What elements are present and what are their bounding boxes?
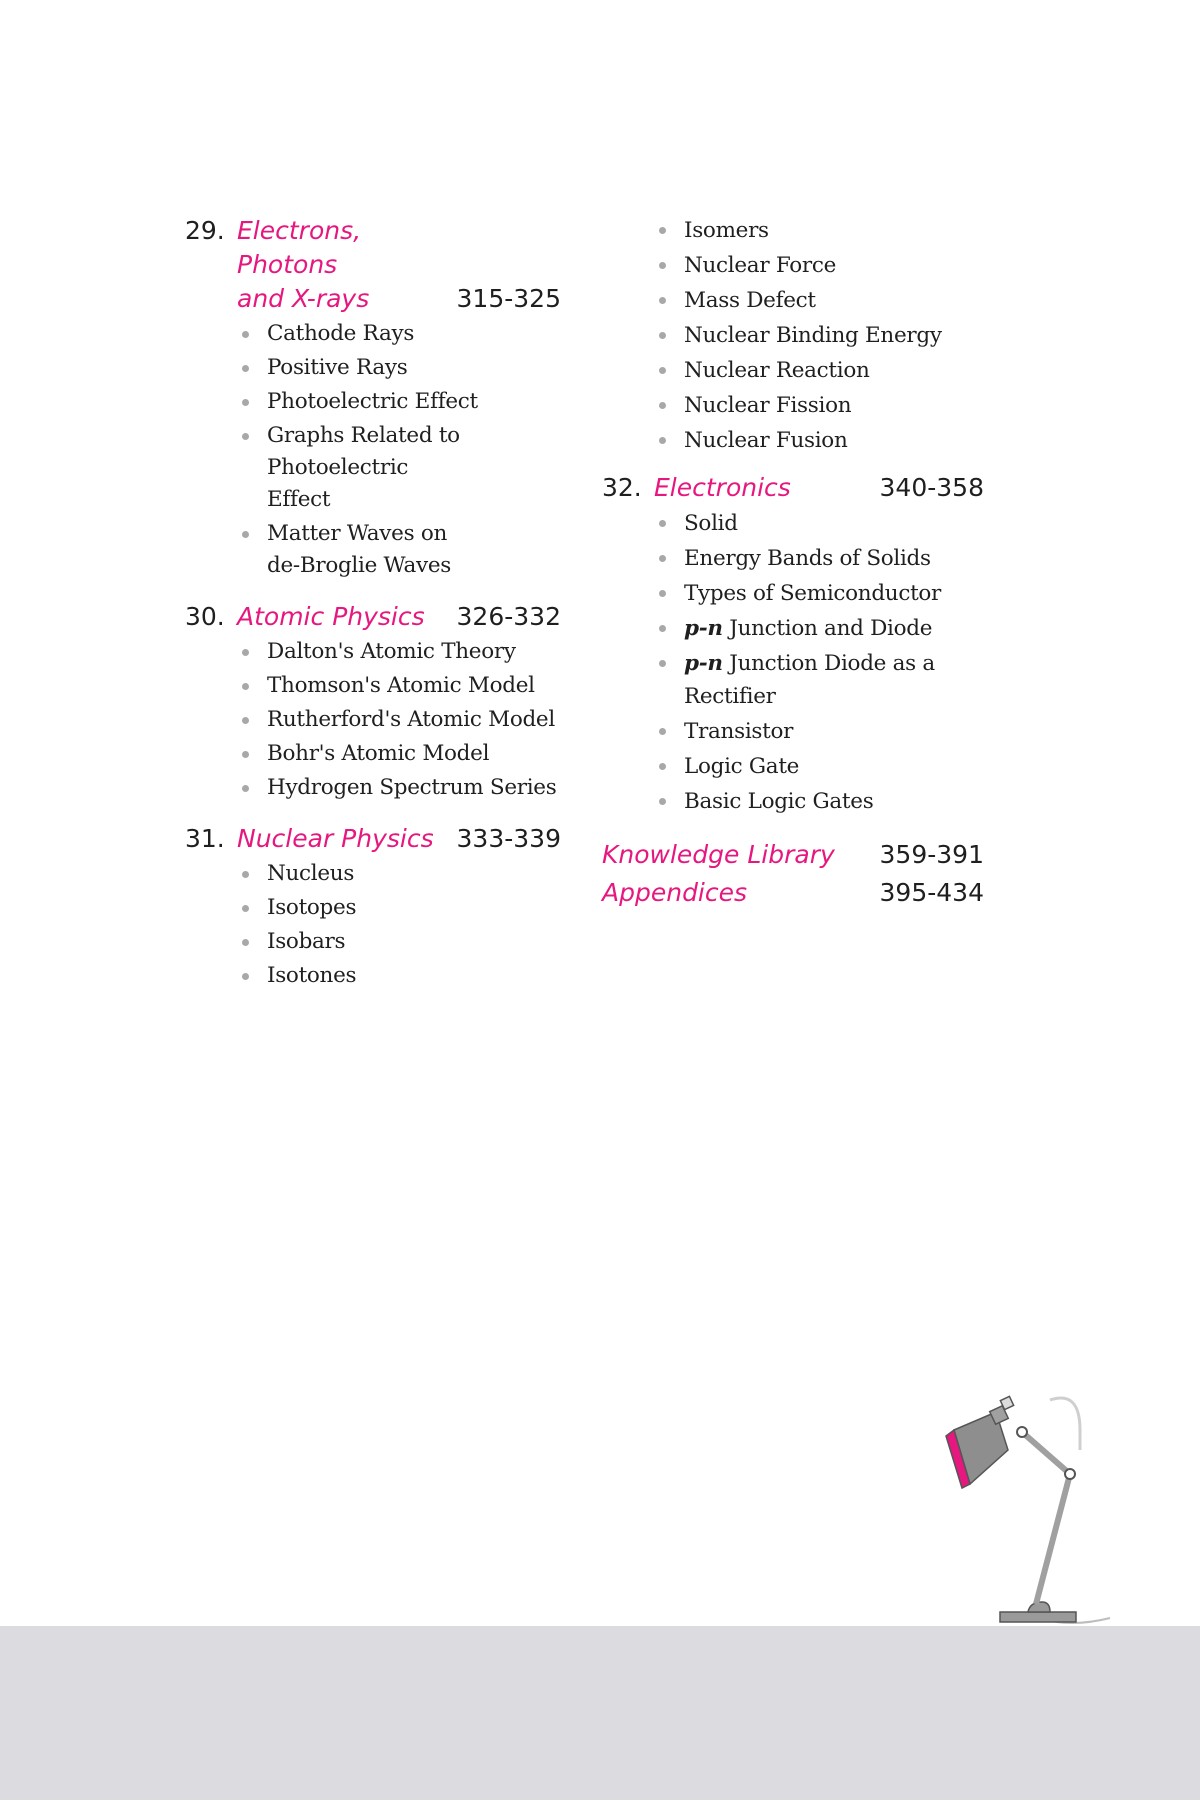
chapter-pages: 340-358 [879,473,984,502]
topic-item: Hydrogen Spectrum Series [237,772,585,804]
chapter-pages: 315-325 [456,284,561,313]
chapter-number: 32. [602,473,642,502]
topic-item: Nuclear Fusion [654,424,1002,457]
topic-item [654,612,1002,645]
chapter-30 [185,600,585,804]
topic-item: Types of Semiconductor [654,577,1002,610]
pn-symbol: p-n [684,651,723,676]
toc-extra-knowledge-library[interactable] [602,836,984,874]
extra-title: Knowledge Library [602,840,835,869]
topic-item: Nuclear Reaction [654,354,1002,387]
chapter-pages: 333-339 [456,824,561,853]
topic-item: Isobars [237,926,585,958]
topic-item: Dalton's Atomic Theory [237,636,585,668]
topic-list [185,636,585,804]
desk-lamp-illustration [930,1390,1130,1630]
topic-item: Isomers [654,214,1002,247]
floor-band [0,1626,1200,1800]
topic-item: Matter Waves on de-Broglie Waves [237,518,467,582]
topic-list [185,318,585,582]
topic-item: Rutherford's Atomic Model [237,704,585,736]
topic-item: Energy Bands of Solids [654,542,1002,575]
topic-item: Transistor [654,715,1002,748]
topic-item: Mass Defect [654,284,1002,317]
topic-item: Nucleus [237,858,585,890]
chapter-title-line2: and X-rays [237,284,370,313]
topic-item-text: Junction and Diode [729,616,933,641]
topic-item: Graphs Related to Photoelectric Effect [237,420,467,516]
chapter-title[interactable]: Atomic Physics [237,602,425,631]
topic-item-text: Junction Diode as a Rectifier [684,651,935,709]
toc-right-column [602,212,1002,912]
chapter-heading [185,214,585,316]
topic-item: Isotopes [237,892,585,924]
chapter-number: 29. [185,216,225,245]
topic-item: Solid [654,507,1002,540]
chapter-pages: 326-332 [456,602,561,631]
topic-item: Nuclear Binding Energy [654,319,1002,352]
pn-symbol: p-n [684,616,723,641]
topic-list [602,507,1002,818]
topic-item [654,647,944,713]
topic-item: Positive Rays [237,352,585,384]
chapter-heading [602,471,1002,505]
chapter-title[interactable]: Electronics [654,473,791,502]
topic-item: Logic Gate [654,750,1002,783]
chapter-31 [185,822,585,992]
chapter-heading [185,822,585,856]
chapter-32 [602,471,1002,818]
toc-extra-appendices[interactable] [602,874,984,912]
topic-item: Nuclear Fission [654,389,1002,422]
topic-list [185,858,585,992]
topic-list-continued [602,214,1002,457]
chapter-number: 31. [185,824,225,853]
topic-item: Isotones [237,960,585,992]
topic-item: Thomson's Atomic Model [237,670,585,702]
chapter-29 [185,214,585,582]
topic-item: Basic Logic Gates [654,785,1002,818]
extra-pages: 359-391 [879,840,984,869]
extra-pages: 395-434 [879,878,984,907]
topic-item: Cathode Rays [237,318,585,350]
toc-left-column [185,214,585,1010]
topic-item: Photoelectric Effect [237,386,585,418]
chapter-heading [185,600,585,634]
chapter-title-line1: Electrons, Photons [237,216,362,279]
chapter-title[interactable]: Nuclear Physics [237,824,434,853]
chapter-title[interactable] [237,214,467,316]
topic-item: Nuclear Force [654,249,1002,282]
extra-title: Appendices [602,878,748,907]
chapter-number: 30. [185,602,225,631]
topic-item: Bohr's Atomic Model [237,738,585,770]
